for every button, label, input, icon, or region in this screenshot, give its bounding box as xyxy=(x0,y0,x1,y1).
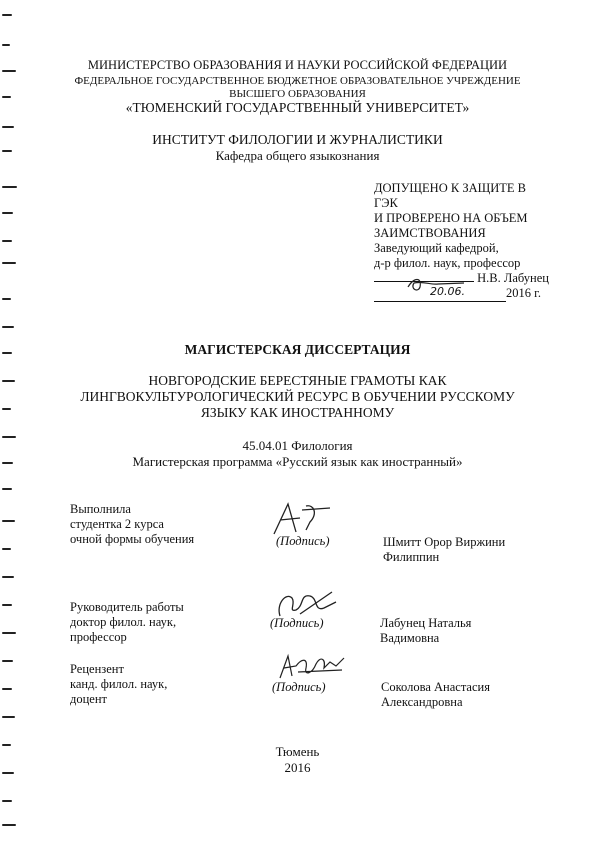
reviewer-role xyxy=(70,662,167,707)
institution-type-line-1: ФЕДЕРАЛЬНОЕ ГОСУДАРСТВЕННОЕ БЮДЖЕТНОЕ ОБРАЗОВАТЕЛЬНОЕ УЧРЕЖДЕНИЕ xyxy=(74,75,521,87)
approval-line-2: ГЭК xyxy=(374,196,398,210)
approval-date: 20.06. xyxy=(430,285,465,298)
institute-name: ИНСТИТУТ ФИЛОЛОГИИ И ЖУРНАЛИСТИКИ xyxy=(152,132,443,147)
specialty-code: 45.04.01 Филология xyxy=(242,438,353,453)
topic-line-2: ЛИНГВОКУЛЬТУРОЛОГИЧЕСКИЙ РЕСУРС В ОБУЧЕНИИ РУССКОМУ xyxy=(80,389,515,404)
reviewer-role-line-1: Рецензент xyxy=(70,662,124,676)
supervisor-role xyxy=(70,600,184,645)
reviewer-name-line-1: Соколова Анастасия xyxy=(381,680,490,694)
supervisor-name-line-1: Лабунец Наталья xyxy=(380,616,472,630)
reviewer-role-line-2: канд. филол. наук, xyxy=(70,677,168,691)
approval-date-row xyxy=(374,286,549,302)
document-type: МАГИСТЕРСКАЯ ДИССЕРТАЦИЯ xyxy=(184,342,411,357)
institution-type-line-2: ВЫСШЕГО ОБРАЗОВАНИЯ xyxy=(229,88,366,100)
reviewer-role-line-3: доцент xyxy=(70,692,107,706)
ministry-title: МИНИСТЕРСТВО ОБРАЗОВАНИЯ И НАУКИ РОССИЙСКОЙ ФЕДЕРАЦИИ xyxy=(87,58,508,72)
supervisor-role-line-3: профессор xyxy=(70,630,127,644)
approval-date-line xyxy=(374,286,506,302)
head-name: Н.В. Лабунец xyxy=(477,271,549,285)
topic-line-3: ЯЗЫКУ КАК ИНОСТРАННОМУ xyxy=(200,405,395,420)
author-role-line-1: Выполнила xyxy=(70,502,131,516)
approval-line-3: И ПРОВЕРЕНО НА ОБЪЕМ xyxy=(374,211,528,225)
author-role-line-3: очной формы обучения xyxy=(70,532,195,546)
author-name-line-1: Шмитт Орор Виржини xyxy=(383,535,506,549)
supervisor-signature-caption: (Подпись) xyxy=(270,616,324,630)
program-name: Магистерская программа «Русский язык как иностранный» xyxy=(132,454,463,469)
city: Тюмень xyxy=(275,744,320,759)
topic-line-1: НОВГОРОДСКИЕ БЕРЕСТЯНЫЕ ГРАМОТЫ КАК xyxy=(148,373,447,388)
head-signature-line xyxy=(374,281,474,282)
approval-year: 2016 г. xyxy=(506,286,541,300)
reviewer-name-line-2: Александровна xyxy=(381,695,463,709)
author-role-line-2: студентка 2 курса xyxy=(70,517,164,531)
approval-line-1: ДОПУЩЕНО К ЗАЩИТЕ В xyxy=(374,181,526,195)
approval-block xyxy=(374,181,549,302)
university-name: «ТЮМЕНСКИЙ ГОСУДАРСТВЕННЫЙ УНИВЕРСИТЕТ» xyxy=(125,100,470,115)
supervisor-name-line-2: Вадимовна xyxy=(380,631,440,645)
supervisor-role-line-1: Руководитель работы xyxy=(70,600,184,614)
author-name-line-2: Филиппин xyxy=(383,550,440,564)
approval-line-4: ЗАИМСТВОВАНИЯ xyxy=(374,226,486,240)
author-role xyxy=(70,502,194,547)
department-name: Кафедра общего языкознания xyxy=(215,148,380,163)
supervisor-role-line-2: доктор филол. наук, xyxy=(70,615,177,629)
approval-line-6: д-р филол. наук, профессор xyxy=(374,256,521,270)
author-signature-caption: (Подпись) xyxy=(276,534,330,548)
reviewer-signature xyxy=(272,650,352,684)
author-name xyxy=(383,535,505,565)
approval-line-5: Заведующий кафедрой, xyxy=(374,241,499,255)
footer-year: 2016 xyxy=(284,760,311,775)
supervisor-name xyxy=(380,616,471,646)
binding-marks xyxy=(0,0,20,841)
reviewer-signature-caption: (Подпись) xyxy=(272,680,326,694)
reviewer-name xyxy=(381,680,490,710)
